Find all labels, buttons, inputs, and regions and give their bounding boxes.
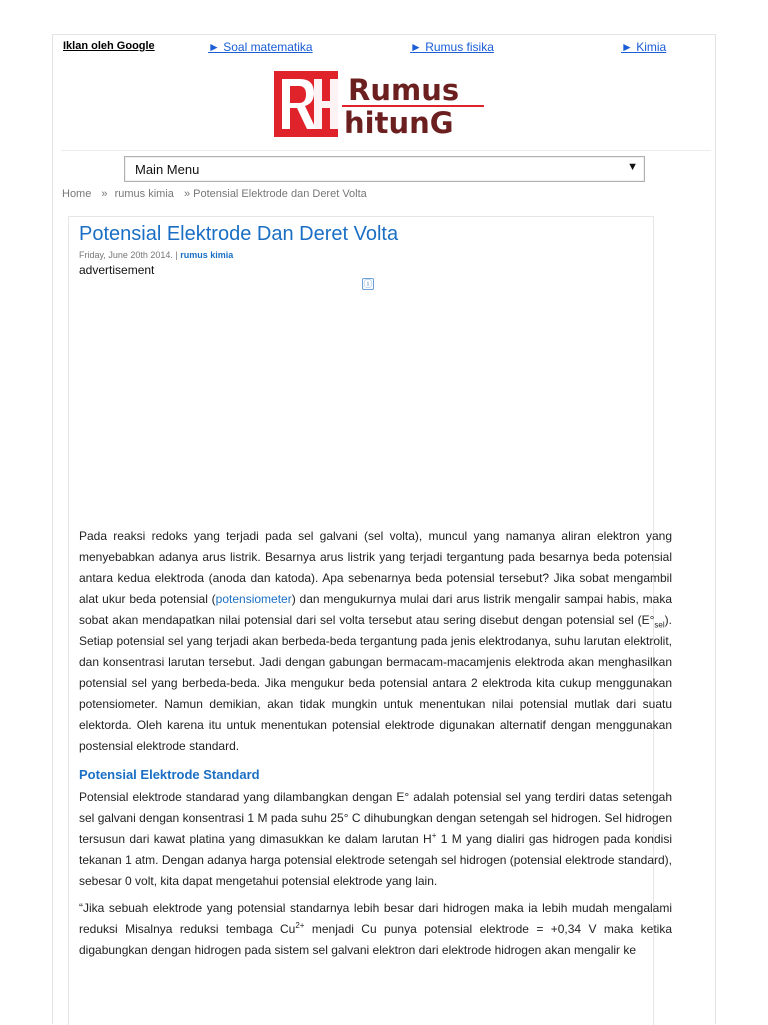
google-ad-links: [63, 40, 713, 56]
breadcrumb-category[interactable]: rumus kimia: [114, 188, 174, 200]
logo-graphic: [274, 69, 488, 139]
paragraph-2-text-b: 1 M yang dialiri gas hidrogen pada kondisi tekanan 1 atm. Dengan adanya harga potensial elektrode setengah sel hidrogen (potensial elektrode standard), sebesar 0 volt, kita dapat mengetahui potensial elektrode yang lain.: [79, 832, 672, 888]
post-body: [79, 526, 672, 961]
post-category-link[interactable]: rumus kimia: [180, 250, 234, 260]
dropdown-arrow-icon: ▼: [627, 161, 638, 173]
post-date: Friday, June 20th 2014.: [79, 250, 173, 260]
logo-text-hitung: hitunG: [344, 106, 454, 139]
paragraph-3: [79, 898, 672, 961]
paragraph-2: [79, 787, 672, 892]
paragraph-3-text-b: menjadi Cu punya potensial elektrode = +0,34 V maka ketika digabungkan dengan hidrogen pada sistem sel galvani elektron dari elektrode hidrogen akan mengalir ke: [79, 922, 672, 957]
paragraph-1-text-c: ). Setiap potensial sel yang terjadi akan berbeda-beda tergantung pada jenis elektrodanya, suhu larutan elektrolit, dan konsentrasi larutan tersebut. Jadi dengan gabungan bermacam-macamjenis elektroda akan menghasilkan potensial sel yang berbeda-beda. Jika mengukur beda potensial antara 2 elektroda kita cukup menggunakan potensiometer. Namun demikian, akan tidak mungkin untuk menentukan nilai potensial mutlak dari suatu elektorda. Oleh karena itu untuk menentukan potensial elektrode digunakan alternatif dengan menggunakan postensial elektrode standard.: [79, 613, 672, 753]
google-ads-label[interactable]: Iklan oleh Google: [63, 40, 155, 52]
potensiometer-link[interactable]: potensiometer: [215, 592, 292, 606]
logo-text-rumus: Rumus: [348, 73, 460, 107]
paragraph-1-text-b: ) dan mengukurnya mulai dari arus listrik mengalir sampai habis, maka sobat akan mendapatkan nilai potensial dari sel volta tersebut atau sering disebut dengan potensial sel (E°: [79, 592, 672, 627]
sel-subscript: sel: [654, 620, 665, 630]
ad-slot[interactable]: [79, 295, 644, 520]
breadcrumb-home[interactable]: Home: [62, 188, 92, 200]
main-menu-label: Main Menu: [135, 162, 200, 177]
ad-info-icon[interactable]: ⓘ: [363, 279, 373, 289]
site-logo[interactable]: [274, 69, 488, 139]
ad-link-kimia[interactable]: ► Kimia: [621, 40, 667, 54]
h-plus-superscript: +: [431, 831, 437, 840]
paragraph-1-text-a: Pada reaksi redoks yang terjadi pada sel galvani (sel volta), muncul yang namanya aliran elektron yang menyebabkan adanya arus listrik. Besarnya arus listrik yang terjadi tergantung pada besarnya beda potensial antara kedua elektroda (anoda dan katoda). Apa sebenarnya beda potensial tersebut? Jika sobat mengambil alat ukur beda potensial (: [79, 529, 672, 606]
main-menu-select[interactable]: [124, 156, 645, 182]
post-article: [68, 216, 672, 1025]
breadcrumb: [62, 188, 370, 200]
cu-superscript: 2+: [295, 921, 305, 930]
header-divider: [61, 150, 711, 151]
advertisement-label: advertisement: [79, 263, 155, 277]
ad-link-soal-matematika[interactable]: ► Soal matematika: [208, 40, 313, 54]
paragraph-3-text-a: “Jika sebuah elektrode yang potensial standarnya lebih besar dari hidrogen maka ia lebih mudah mengalami reduksi Misalnya reduksi tembaga Cu: [79, 901, 672, 936]
post-title[interactable]: Potensial Elektrode Dan Deret Volta: [79, 223, 399, 245]
section-heading-standard: Potensial Elektrode Standard: [79, 767, 260, 782]
paragraph-2-text-a: Potensial elektrode standarad yang dilambangkan dengan E° adalah potensial sel yang terdiri datas setengah sel galvani dengan konsentrasi 1 M pada suhu 25° C dihubungkan dengan setengah sel hidrogen. Sel hidrogen tersusun dari kawat platina yang dimasukkan ke dalam larutan H: [79, 790, 672, 846]
paragraph-1: [79, 526, 672, 757]
breadcrumb-current: » Potensial Elektrode dan Deret Volta: [183, 188, 367, 200]
page-container: [52, 34, 716, 1024]
ad-link-rumus-fisika[interactable]: ► Rumus fisika: [410, 40, 494, 54]
post-meta: [79, 250, 233, 260]
breadcrumb-separator: »: [101, 188, 108, 200]
meta-separator: |: [175, 250, 178, 260]
